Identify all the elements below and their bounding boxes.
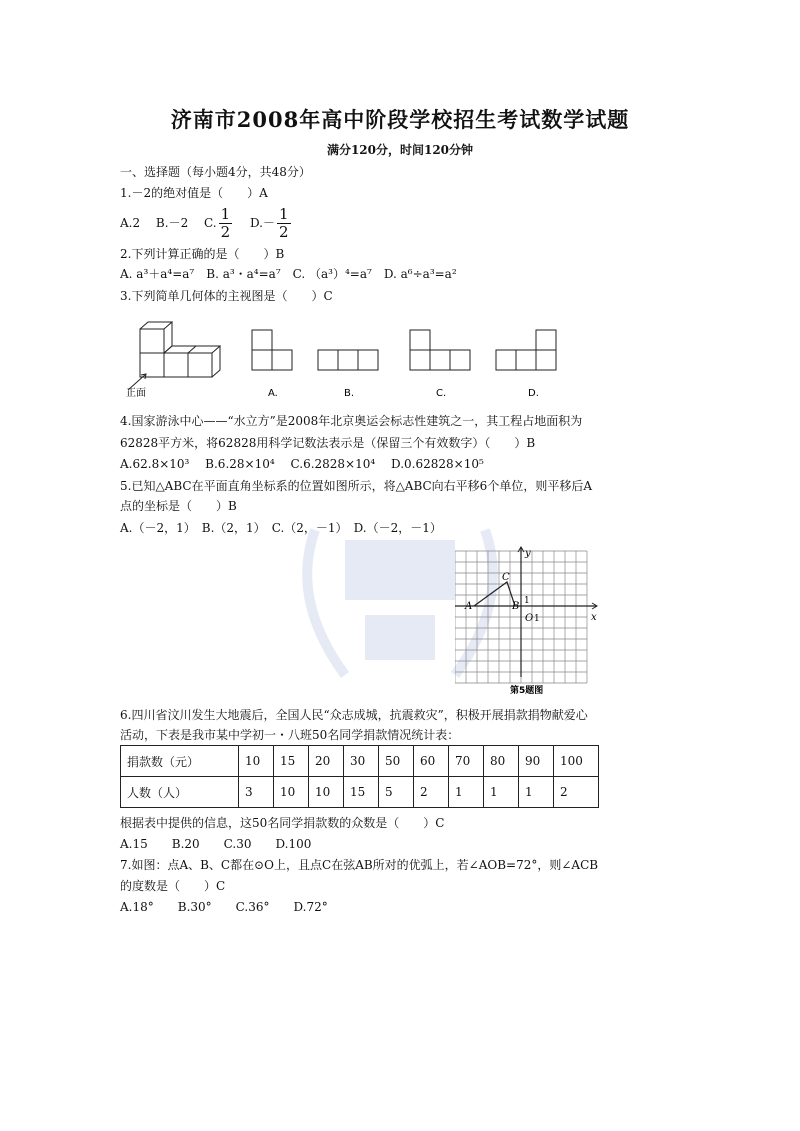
q1-option-abc: A.2 B.－2 C. bbox=[120, 216, 217, 230]
table-row bbox=[121, 746, 599, 777]
q4-option-d: D.0.62828×10⁵ bbox=[391, 457, 484, 471]
tick-x-one: 1 bbox=[534, 614, 540, 624]
q3-figure bbox=[118, 312, 578, 402]
page-subtitle: 满分120分，时间120分钟 bbox=[326, 143, 474, 157]
point-c-label: C bbox=[502, 572, 510, 583]
table-cell: 10 bbox=[239, 746, 274, 777]
row-header-people: 人数（人） bbox=[121, 777, 239, 808]
table-cell: 60 bbox=[414, 746, 449, 777]
q5-option-b: B.（2，1） bbox=[201, 521, 260, 535]
triangle-abc bbox=[474, 582, 515, 606]
q6-options: A.15 B.20 C.30 D.100 bbox=[120, 837, 312, 851]
table-cell: 1 bbox=[519, 777, 554, 808]
table-row bbox=[121, 777, 599, 808]
q4-line1: 4.国家游泳中心——“水立方”是2008年北京奥运会标志性建筑之一，其工程占地面积为 bbox=[120, 414, 583, 428]
label-d: D. bbox=[528, 388, 539, 399]
table-cell: 80 bbox=[484, 746, 519, 777]
table-cell: 100 bbox=[554, 746, 599, 777]
q5-coordinate-figure bbox=[455, 545, 605, 700]
table-cell: 1 bbox=[449, 777, 484, 808]
row-header-amount: 捐款数（元） bbox=[121, 746, 239, 777]
q1-fraction-d: $\frac{1}{2}$ bbox=[278, 205, 289, 241]
table-cell: 30 bbox=[344, 746, 379, 777]
table-cell: 2 bbox=[414, 777, 449, 808]
table-cell: 1 bbox=[484, 777, 519, 808]
solid-figure-icon bbox=[128, 322, 220, 390]
point-a-label: A bbox=[465, 601, 473, 612]
tick-y-one: 1 bbox=[524, 596, 530, 606]
q3-stem: 3.下列简单几何体的主视图是（ ）C bbox=[120, 289, 333, 303]
table-cell: 90 bbox=[519, 746, 554, 777]
q5-option-d: D.（－2，－1） bbox=[353, 521, 442, 535]
q7-line2: 的度数是（ ）C bbox=[120, 879, 226, 893]
q4-line2: 62828平方米，将62828用科学记数法表示是（保留三个有效数字）（ ）B bbox=[120, 436, 536, 450]
option-d-view-icon bbox=[496, 330, 556, 370]
q4-option-a: A.62.8×10³ bbox=[120, 457, 190, 471]
q2-stem: 2.下列计算正确的是（ ）B bbox=[120, 247, 285, 261]
table-cell: 2 bbox=[554, 777, 599, 808]
table-cell: 10 bbox=[309, 777, 344, 808]
page-title: 济南市2008年高中阶段学校招生考试数学试题 bbox=[170, 107, 630, 132]
figure-caption: 第5题图 bbox=[510, 686, 544, 696]
q2-options: A. a³＋a⁴=a⁷ B. a³・a⁴=a⁷ C. （a³）⁴=a⁷ D. a⁶÷a³=a² bbox=[120, 267, 457, 281]
donation-table bbox=[120, 745, 599, 808]
q4-options bbox=[120, 456, 484, 472]
table-cell: 10 bbox=[274, 777, 309, 808]
section-heading: 一、选择题（每小题4分，共48分） bbox=[120, 165, 311, 179]
q5-line1: 5.已知△ABC在平面直角坐标系的位置如图所示，将△ABC向右平移6个单位，则平移后A bbox=[120, 479, 592, 493]
origin-label: O bbox=[525, 613, 534, 624]
front-label: 正面 bbox=[126, 388, 146, 399]
q4-option-b: B.6.28×10⁴ bbox=[205, 457, 275, 471]
table-cell: 70 bbox=[449, 746, 484, 777]
table-cell: 50 bbox=[379, 746, 414, 777]
table-cell: 20 bbox=[309, 746, 344, 777]
q6-line3: 根据表中提供的信息，这50名同学捐款数的众数是（ ）C bbox=[120, 816, 445, 830]
option-b-view-icon bbox=[318, 350, 378, 370]
axis-x-label: x bbox=[591, 612, 597, 623]
q1-options bbox=[120, 203, 293, 243]
label-a: A. bbox=[268, 388, 278, 399]
table-cell: 15 bbox=[274, 746, 309, 777]
axis-y-label: y bbox=[525, 548, 531, 559]
q4-option-c: C.6.2828×10⁴ bbox=[290, 457, 376, 471]
q1-stem: 1.－2的绝对值是（ ）A bbox=[120, 186, 268, 200]
table-cell: 5 bbox=[379, 777, 414, 808]
option-c-view-icon bbox=[410, 330, 470, 370]
q1-option-d: D.－ bbox=[234, 216, 275, 230]
q5-line2: 点的坐标是（ ）B bbox=[120, 499, 237, 513]
q7-line1: 7.如图：点A、B、C都在⊙O上，且点C在弦AB所对的优弧上，若∠AOB=72°，则∠ACB bbox=[120, 858, 599, 872]
q5-options bbox=[120, 520, 442, 536]
q7-options: A.18° B.30° C.36° D.72° bbox=[120, 900, 328, 914]
table-cell: 15 bbox=[344, 777, 379, 808]
q6-line2: 活动，下表是我市某中学初一・八班50名同学捐款情况统计表： bbox=[120, 728, 460, 742]
option-a-view-icon bbox=[252, 330, 292, 370]
point-b-label: B bbox=[512, 601, 520, 612]
q1-fraction-c: $\frac{1}{2}$ bbox=[220, 205, 231, 241]
label-b: B. bbox=[344, 388, 355, 399]
q5-option-a: A.（－2，1） bbox=[120, 521, 190, 535]
label-c: C. bbox=[436, 388, 447, 399]
q5-option-c: C.（2，－1） bbox=[271, 521, 342, 535]
q6-line1: 6.四川省汶川发生大地震后，全国人民“众志成城，抗震救灾”，积极开展捐款捐物献爱心 bbox=[120, 708, 588, 722]
table-cell: 3 bbox=[239, 777, 274, 808]
